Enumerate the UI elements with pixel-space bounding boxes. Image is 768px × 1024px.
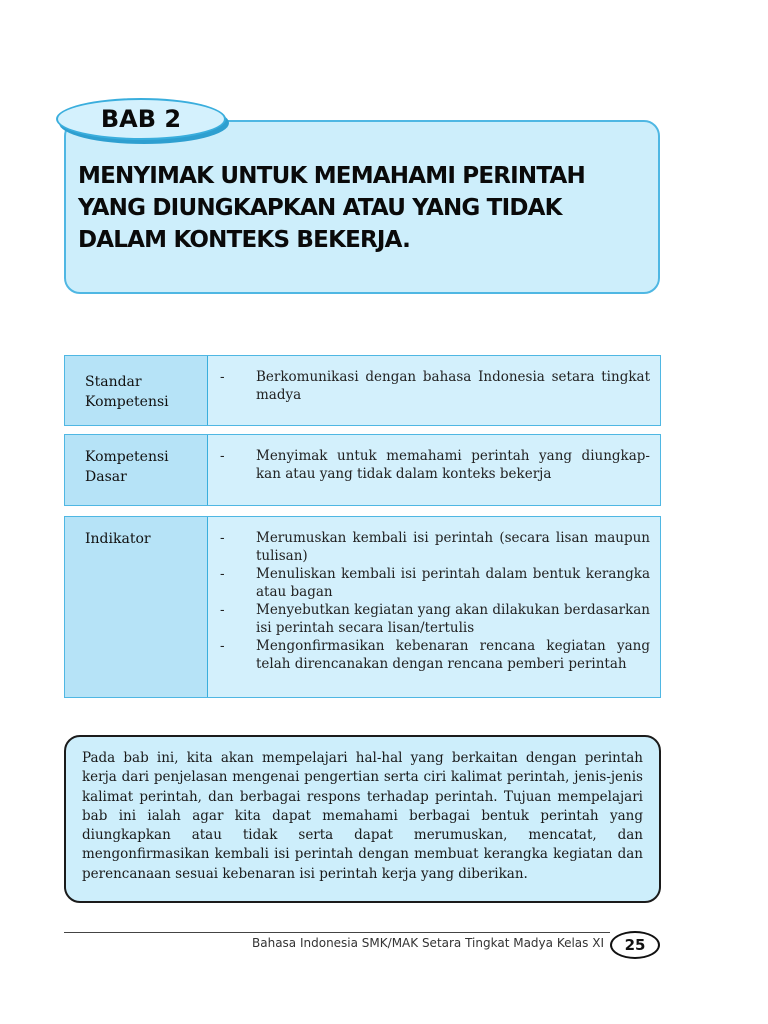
- chapter-intro-text: Pada bab ini, kita akan mempelajari hal-hal yang berkaitan dengan perintah kerja dari penjelasan mengenai pengertian serta ciri kalimat perintah, jenis-jenis kalimat perintah, dan berbagai respons terhadap perintah. Tujuan mempelajari bab ini ialah agar kita dapat memahami berbagai bentuk perintah yang diungkapkan atau tidak serta dapat merumuskan, mencatat, dan mengonfirmasikan kembali isi perintah dengan membuat kerangka kegiatan dan perencanaan sesuai kebenaran isi perintah kerja yang diberikan.: [82, 750, 643, 882]
- list-dash: -: [220, 602, 225, 618]
- indikator-label-text: Indikator: [85, 531, 151, 547]
- list-item-text: Merumuskan kembali isi perintah (secara lisan maupun tulisan): [256, 530, 650, 564]
- standar-kompetensi-content: [208, 356, 660, 425]
- list-item-text: Berkomunikasi dengan bahasa Indonesia setara tingkat madya: [256, 369, 650, 403]
- list-item: [218, 529, 650, 565]
- footer-book-title: Bahasa Indonesia SMK/MAK Setara Tingkat Madya Kelas XI: [252, 936, 604, 950]
- dasar-label-line1: Kompetensi: [85, 449, 169, 465]
- chapter-label-badge: [56, 98, 226, 140]
- kompetensi-dasar-row: [64, 434, 661, 506]
- list-dash: -: [220, 448, 225, 464]
- list-item: [218, 637, 650, 673]
- chapter-intro-box: [64, 735, 661, 903]
- kompetensi-dasar-content: [208, 435, 660, 505]
- standar-kompetensi-row: [64, 355, 661, 426]
- indikator-label: [65, 517, 208, 697]
- list-dash: -: [220, 566, 225, 582]
- list-item-text: Mengonfirmasikan kebenaran rencana kegiatan yang telah direncanakan dengan rencana pemberi perintah: [256, 638, 650, 672]
- list-item-text: Menyebutkan kegiatan yang akan dilakukan berdasarkan isi perintah secara lisan/tertulis: [256, 602, 650, 636]
- page-number: 25: [610, 931, 660, 959]
- chapter-title: MENYIMAK UNTUK MEMAHAMI PERINTAH YANG DIUNGKAPKAN ATAU YANG TIDAK DALAM KONTEKS BEKERJA.: [78, 163, 585, 253]
- list-item: [218, 368, 650, 404]
- list-item: [218, 565, 650, 601]
- standar-kompetensi-label: [65, 356, 208, 425]
- kompetensi-dasar-label: [65, 435, 208, 505]
- list-item: [218, 447, 650, 483]
- list-item-text: Menyimak untuk memahami perintah yang diungkap- kan atau yang tidak dalam konteks bekerja: [256, 448, 650, 482]
- standar-label-line1: Standar: [85, 374, 142, 390]
- list-item: [218, 601, 650, 637]
- chapter-label: BAB 2: [100, 105, 182, 133]
- list-dash: -: [220, 369, 225, 385]
- standar-label-line2: Kompetensi: [85, 394, 169, 410]
- indikator-content: [208, 517, 660, 697]
- dasar-label-line2: Dasar: [85, 469, 127, 485]
- list-item-text: Menuliskan kembali isi perintah dalam bentuk kerangka atau bagan: [256, 566, 650, 600]
- list-dash: -: [220, 638, 225, 654]
- footer-divider: [64, 932, 610, 933]
- list-dash: -: [220, 530, 225, 546]
- indikator-row: [64, 516, 661, 698]
